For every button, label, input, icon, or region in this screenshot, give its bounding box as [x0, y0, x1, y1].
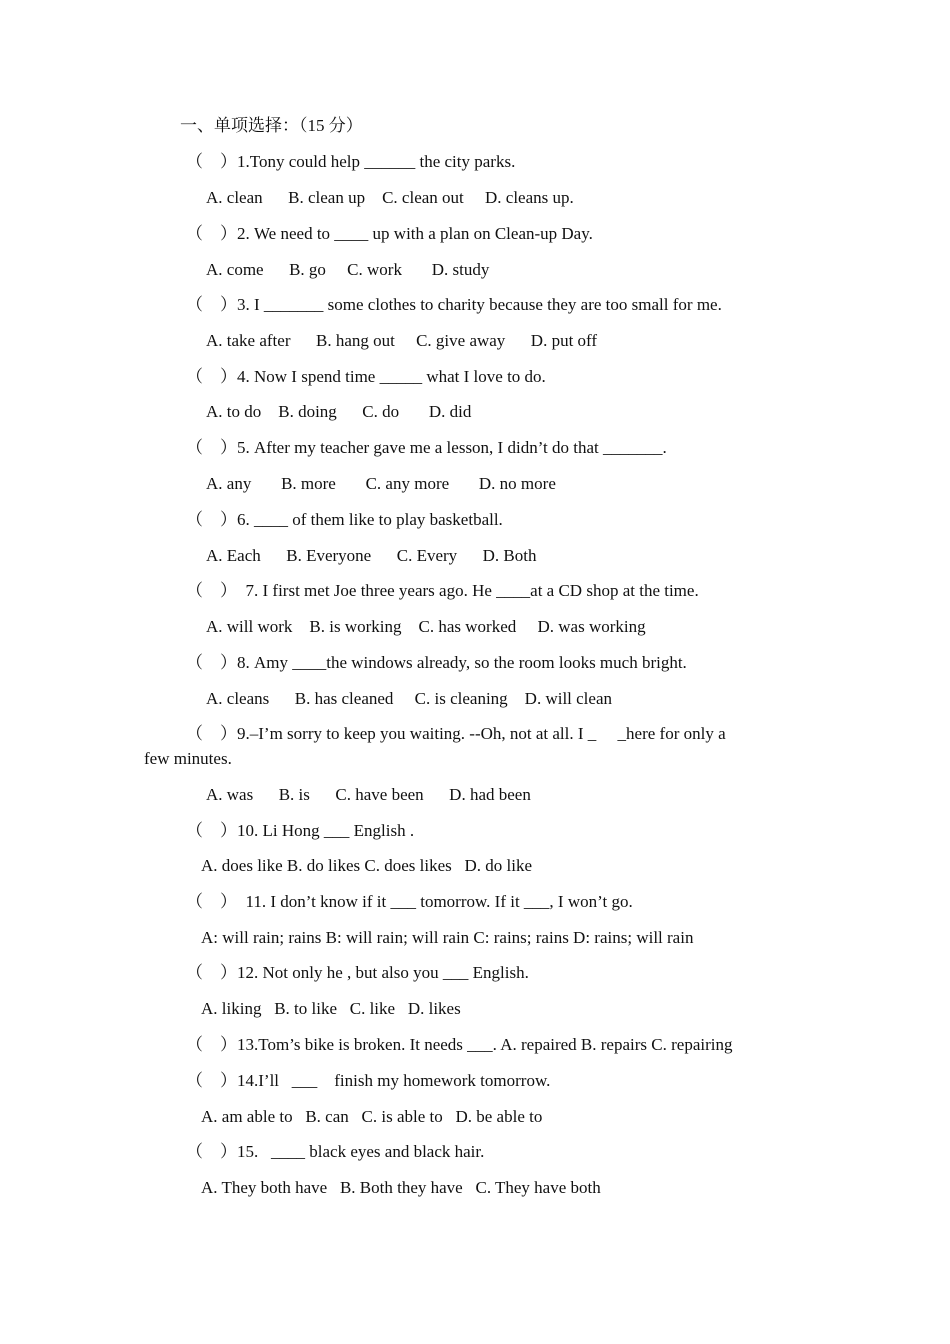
section-title: 一、单项选择：（15 分） — [180, 116, 363, 135]
question-9-options: A. was B. is C. have been D. had been — [206, 785, 531, 804]
question-4-options: A. to do B. doing C. do D. did — [206, 402, 472, 421]
question-6-options: A. Each B. Everyone C. Every D. Both — [206, 546, 537, 565]
question-4: （ ）4. Now I spend time _____ what I love to do. — [186, 367, 546, 386]
question-5: （ ）5. After my teacher gave me a lesson, I didn’t do that _______. — [186, 438, 667, 457]
question-10-options: A. does like B. do likes C. does likes D. do like — [201, 856, 533, 875]
question-7-options: A. will work B. is working C. has worked D. was working — [206, 617, 646, 636]
question-9-continued: few minutes. — [144, 749, 232, 768]
question-1: （ ）1.Tony could help ______ the city parks. — [186, 152, 516, 171]
question-14-options: A. am able to B. can C. is able to D. be able to — [201, 1107, 543, 1126]
question-11: （ ） 11. I don’t know if it ___ tomorrow. If it ___, I won’t go. — [186, 892, 633, 911]
question-11-options: A: will rain; rains B: will rain; will rain C: rains; rains D: rains; will rain — [201, 928, 694, 947]
question-15-options: A. They both have B. Both they have C. They have both — [201, 1178, 601, 1197]
question-8: （ ）8. Amy ____the windows already, so the room looks much bright. — [186, 653, 687, 672]
question-3: （ ）3. I _______ some clothes to charity because they are too small for me. — [186, 295, 722, 314]
question-10: （ ）10. Li Hong ___ English . — [186, 821, 415, 840]
question-13: （ ）13.Tom’s bike is broken. It needs ___. A. repaired B. repairs C. repairing — [186, 1035, 733, 1054]
question-7: （ ） 7. I first met Joe three years ago. He ____at a CD shop at the time. — [186, 581, 699, 600]
question-15: （ ）15. ____ black eyes and black hair. — [186, 1142, 485, 1161]
question-14: （ ）14.I’ll ___ finish my homework tomorrow. — [186, 1071, 551, 1090]
question-1-options: A. clean B. clean up C. clean out D. cleans up. — [206, 188, 574, 207]
question-5-options: A. any B. more C. any more D. no more — [206, 474, 556, 493]
question-12-options: A. liking B. to like C. like D. likes — [201, 999, 461, 1018]
question-9: （ ）9.–I’m sorry to keep you waiting. --Oh, not at all. I _ _here for only a — [186, 724, 726, 743]
question-2-options: A. come B. go C. work D. study — [206, 260, 490, 279]
question-2: （ ）2. We need to ____ up with a plan on Clean-up Day. — [186, 224, 593, 243]
question-6: （ ）6. ____ of them like to play basketball. — [186, 510, 503, 529]
question-3-options: A. take after B. hang out C. give away D. put off — [206, 331, 598, 350]
question-12: （ ）12. Not only he , but also you ___ English. — [186, 963, 529, 982]
question-8-options: A. cleans B. has cleaned C. is cleaning D. will clean — [206, 689, 612, 708]
